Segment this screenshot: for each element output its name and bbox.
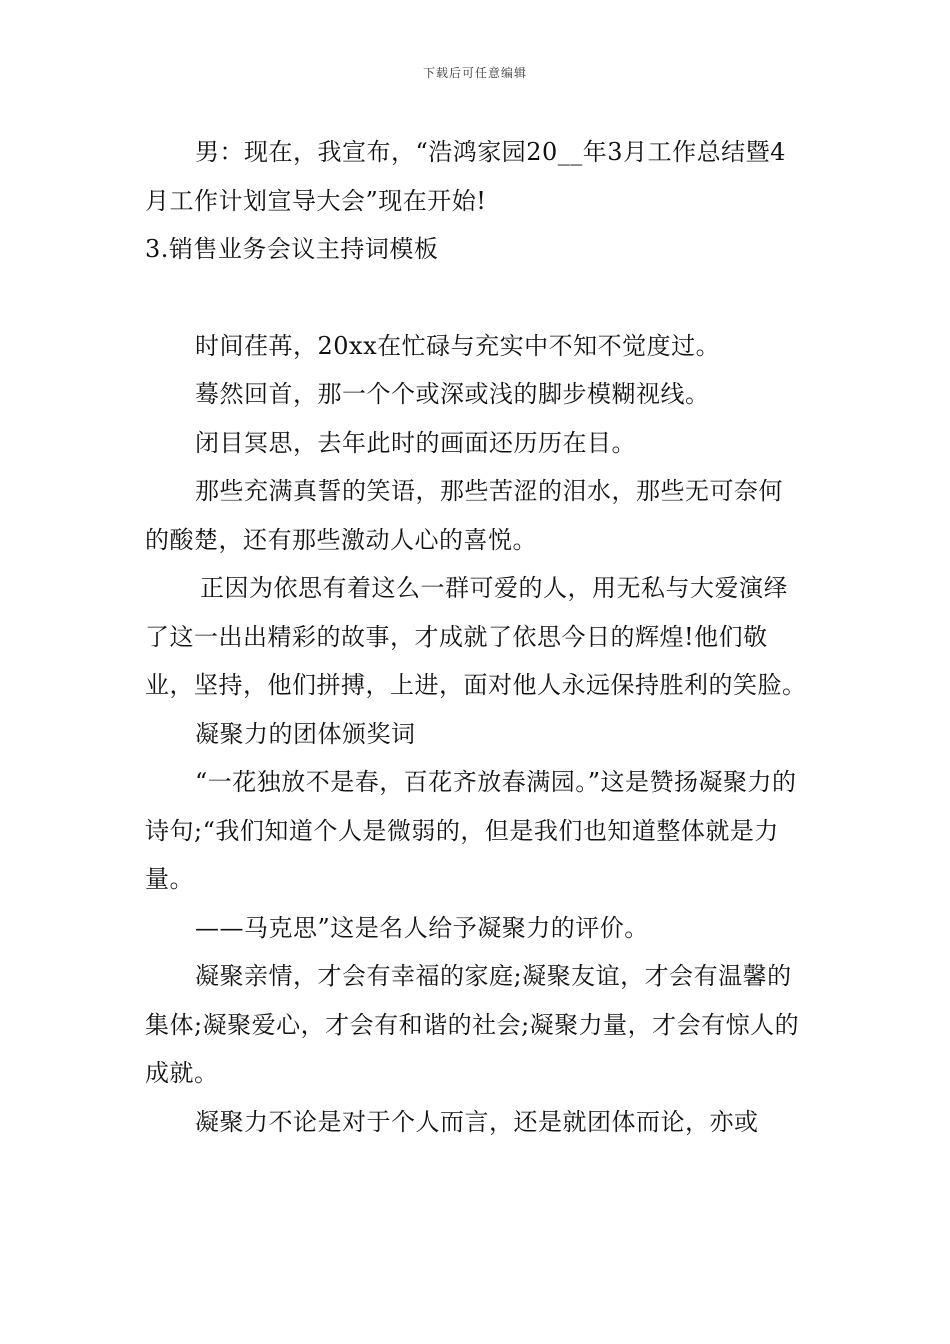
paragraph-announcement: 男：现在，我宣布，“浩鸿家园20__年3月工作总结暨4月工作计划宣导大会”现在开始! bbox=[145, 138, 786, 215]
paragraph-memories: 那些充满真誓的笑语，那些苦涩的泪水，那些无可奈何的酸楚，还有那些激动人心的喜悦。 bbox=[145, 477, 783, 554]
paragraph-quote: “一花独放不是春，百花齐放春满园。”这是赞扬凝聚力的诗句;“我们知道个人是微弱的，但是我们也知道整体就是力量。 bbox=[145, 768, 797, 893]
section-heading: 3.销售业务会议主持词模板 bbox=[145, 235, 439, 263]
paragraph-marx: ——马克思”这是名人给予凝聚力的评价。 bbox=[195, 913, 649, 942]
paragraph-cohesion: 凝聚亲情，才会有幸福的家庭;凝聚友谊，才会有温馨的集体;凝聚爱心，才会有和谐的社会;凝聚力量，才会有惊人的成就。 bbox=[145, 962, 800, 1087]
paragraph-meditate: 闭目冥思，去年此时的画面还历历在目。 bbox=[195, 428, 636, 457]
paragraph-look-back: 蓦然回首，那一个个或深或浅的脚步模糊视线。 bbox=[195, 380, 710, 408]
document-body bbox=[145, 128, 807, 1146]
paragraph-award-title: 凝聚力的团体颁奖词 bbox=[195, 719, 416, 748]
paragraph-time: 时间荏苒，20xx在忙碌与充实中不知不觉度过。 bbox=[195, 331, 721, 360]
paragraph-cohesion-individual: 凝聚力不论是对于个人而言，还是就团体而论，亦或 bbox=[195, 1107, 759, 1136]
paragraph-yisi: 正因为依思有着这么一群可爱的人，用无私与大爱演绎了这一出出精彩的故事，才成就了依思今日的辉煌!他们敬业，坚持，他们拼搏，上进，面对他人永远保持胜利的笑脸。 bbox=[145, 574, 807, 699]
blank-line bbox=[145, 274, 807, 322]
page-header: 下载后可任意编辑 bbox=[422, 66, 527, 80]
